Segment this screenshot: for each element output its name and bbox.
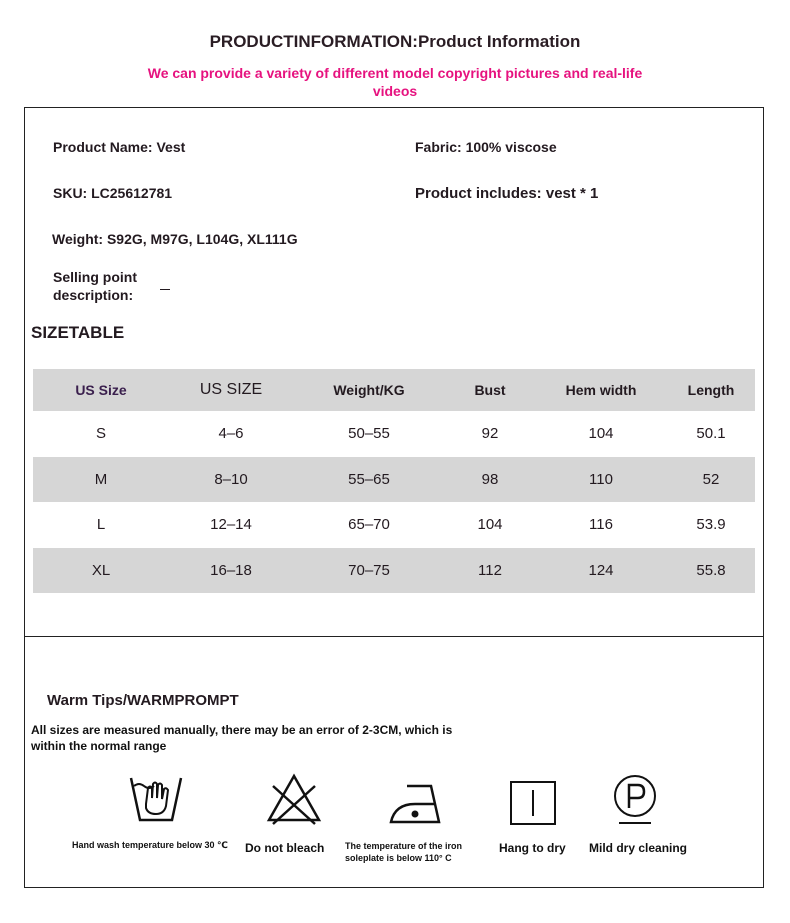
table-cell: 55.8 <box>696 561 726 579</box>
column-header: US Size <box>75 382 127 398</box>
column-header: Weight/KG <box>333 382 405 398</box>
table-row <box>33 457 755 503</box>
table-cell: 116 <box>589 516 613 534</box>
table-cell: 70–75 <box>348 561 390 579</box>
iron-icon <box>387 782 443 826</box>
table-cell: 53.9 <box>696 516 726 534</box>
table-cell: L <box>96 516 106 534</box>
table-cell: 4–6 <box>218 425 244 443</box>
table-cell: 104 <box>477 516 503 534</box>
size-table-heading: SIZETABLE <box>31 323 125 342</box>
size-table-header-row <box>33 369 755 411</box>
column-header: US SIZE <box>199 381 263 398</box>
table-cell: 16–18 <box>210 561 252 579</box>
selling-point-label: Selling point description: <box>53 269 137 303</box>
table-cell: 12–14 <box>210 516 252 534</box>
selling-point-value-dash <box>160 289 170 290</box>
care-label-iron: The temperature of the iron soleplate is below 110° C <box>345 841 463 863</box>
warm-tips-text: All sizes are measured manually, there may be an error of 2-3CM, which is within the normal range <box>31 723 453 753</box>
product-sku: SKU: LC25612781 <box>53 185 173 201</box>
table-row <box>33 411 755 457</box>
table-cell: 124 <box>588 561 614 579</box>
frame-divider <box>24 636 764 637</box>
hand-wash-icon <box>128 774 184 824</box>
no-bleach-icon <box>265 772 323 826</box>
table-cell: 65–70 <box>348 516 390 534</box>
table-cell: 8–10 <box>214 470 248 488</box>
table-cell: 50–55 <box>348 425 390 443</box>
table-cell: 112 <box>478 561 502 579</box>
column-header: Bust <box>474 382 506 398</box>
table-row <box>33 502 755 548</box>
product-name: Product Name: Vest <box>53 139 186 155</box>
warm-tips-heading: Warm Tips/WARMPROMPT <box>47 692 239 709</box>
size-table <box>33 369 755 593</box>
table-cell: 92 <box>481 425 499 443</box>
table-cell: 52 <box>702 470 720 488</box>
page-title: PRODUCTINFORMATION:Product Information <box>209 32 581 51</box>
table-cell: 55–65 <box>348 470 390 488</box>
column-header: Length <box>687 382 735 398</box>
table-cell: XL <box>91 561 111 579</box>
table-cell: S <box>95 425 106 443</box>
table-cell: 50.1 <box>696 425 726 443</box>
dry-clean-icon <box>611 774 659 826</box>
product-fabric: Fabric: 100% viscose <box>415 139 557 155</box>
table-cell: 98 <box>481 470 499 488</box>
column-header: Hem width <box>565 382 637 398</box>
product-weight: Weight: S92G, M97G, L104G, XL111G <box>52 231 298 247</box>
table-row <box>33 548 755 594</box>
product-includes: Product includes: vest * 1 <box>415 185 599 202</box>
table-cell: 110 <box>589 470 613 488</box>
care-label-dry-clean: Mild dry cleaning <box>589 841 688 855</box>
care-label-no-bleach: Do not bleach <box>245 841 325 855</box>
table-cell: M <box>94 470 108 488</box>
table-cell: 104 <box>588 425 614 443</box>
subtitle-notice: We can provide a variety of different model copyright pictures and real-life videos <box>147 65 643 99</box>
care-label-hand-wash: Hand wash temperature below 30 ℃ <box>72 840 228 850</box>
hang-dry-icon <box>509 780 557 826</box>
care-label-hang-dry: Hang to dry <box>499 841 566 855</box>
